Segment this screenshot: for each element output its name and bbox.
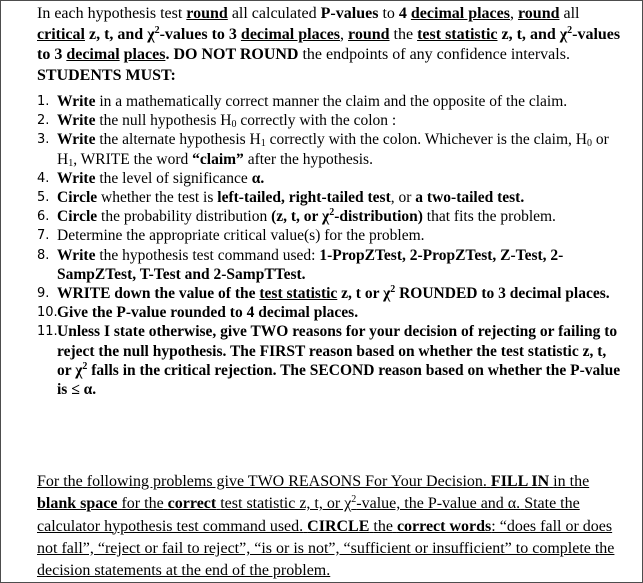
item-verb: Write	[57, 246, 96, 264]
item-verb: Write	[57, 112, 96, 130]
footer-emph: FILL IN	[490, 473, 550, 490]
list-item	[37, 246, 622, 284]
item-text: the probability distribution	[97, 208, 272, 226]
item-verb: Write	[57, 131, 96, 149]
students-must-heading: STUDENTS MUST:	[37, 66, 176, 84]
item-number: 11.	[37, 324, 58, 340]
list-item	[37, 169, 622, 188]
intro-text: ,	[509, 5, 514, 22]
superscript: 2	[329, 207, 335, 219]
item-text: WRITE down the value of the	[57, 285, 260, 303]
footer-text: -value, the P-value and α.	[356, 495, 521, 513]
list-item	[37, 303, 622, 322]
item-text: that fits the problem.	[422, 208, 556, 226]
intro-emph: decimal places	[410, 5, 510, 22]
intro-text: all	[563, 5, 580, 22]
footer-text: for the	[121, 495, 164, 513]
list-item	[37, 322, 622, 399]
footer-emph: correct words	[396, 517, 492, 535]
item-number: 7.	[37, 228, 50, 244]
item-number: 1.	[37, 94, 50, 109]
list-item	[37, 226, 622, 245]
item-number: 3.	[37, 132, 50, 148]
item-verb: Write	[57, 169, 96, 187]
item-emph: -distribution)	[334, 208, 423, 226]
item-emph: test statistic	[259, 285, 338, 303]
item-emph: left-tailed, right-tailed test	[217, 189, 391, 207]
item-text: , WRITE the word	[73, 150, 193, 168]
item-emph: “claim”	[192, 150, 244, 168]
intro-paragraph	[37, 4, 627, 86]
intro-emph: test statistic	[417, 25, 498, 43]
subscript: 0	[586, 138, 592, 150]
item-text: after the hypothesis.	[243, 150, 373, 168]
item-text: correctly with the colon :	[236, 112, 397, 130]
intro-emph: round	[517, 5, 560, 22]
item-emph: 1-PropZTest, 2-PropZTest, Z-Test, 2-SampZTest, T-Test and 2-SampTTest.	[57, 246, 564, 283]
item-text: ROUNDED to 3 decimal places.	[395, 285, 610, 303]
item-text: or H	[57, 131, 609, 168]
intro-text: ,	[340, 25, 345, 43]
item-verb: Circle	[57, 189, 98, 207]
item-verb: Write	[57, 93, 96, 110]
list-item	[37, 111, 622, 130]
item-number: 5.	[37, 190, 50, 206]
superscript: 2	[567, 24, 573, 36]
footer-emph: correct	[167, 495, 217, 513]
item-number: 10.	[37, 305, 58, 321]
intro-emph: round	[348, 25, 390, 43]
footer-emph: CIRCLE	[307, 517, 370, 535]
item-text: falls in the critical rejection. The SECOND reason based on whether the P-value is ≤ α.	[57, 361, 621, 399]
intro-emph: z, t, and χ	[88, 25, 155, 43]
intro-emph: critical	[37, 25, 85, 43]
list-item	[37, 92, 622, 111]
item-text: Determine the appropriate critical value(s) for the problem.	[57, 227, 425, 245]
item-emph: (z, t, or χ	[271, 208, 330, 226]
item-text: Unless I state otherwise, give TWO reasons for your decision of rejecting or failing to reject the null hypothesis. The FIRST reason based on whether the test statistic z, t, or χ	[57, 323, 618, 379]
footer-text: : “does fall or does not fall”, “reject or fail to reject”, “is or is not”, “sufficient or insufficient” to complete the decision statements at the end of the problem.	[37, 517, 615, 580]
footer-text: For the following problems give TWO REASONS For Your Decision.	[37, 473, 487, 490]
intro-emph: . DO NOT ROUND	[165, 46, 299, 63]
item-number: 2.	[37, 113, 50, 129]
intro-emph: decimal	[66, 46, 120, 63]
item-text: whether the test is	[97, 189, 218, 207]
footer-text: State the calculator hypothesis test command used.	[37, 495, 580, 535]
item-text: , or	[390, 189, 416, 207]
intro-text: the	[393, 25, 414, 43]
footer-text: the	[373, 517, 393, 535]
item-text: the alternate hypothesis H	[95, 131, 261, 149]
superscript: 2	[82, 360, 88, 372]
footer-emph: blank space	[37, 495, 118, 513]
subscript: 1	[68, 157, 74, 169]
item-number: 4.	[37, 170, 50, 186]
item-emph: α.	[251, 169, 265, 187]
list-item	[37, 284, 622, 303]
intro-emph: places	[123, 46, 166, 63]
item-text: the null hypothesis H	[95, 112, 232, 130]
item-emph: a two-tailed test.	[415, 189, 525, 207]
intro-text: In each hypothesis test	[37, 5, 183, 22]
intro-emph: -values to	[159, 25, 225, 43]
intro-emph: -values to	[37, 25, 621, 63]
item-number: 8.	[37, 247, 50, 263]
list-item	[37, 130, 622, 168]
item-verb: Circle	[57, 208, 98, 226]
superscript: 2	[154, 24, 160, 36]
item-text: Give the P-value rounded to 4 decimal places.	[57, 304, 359, 322]
intro-emph: decimal places	[240, 25, 341, 43]
item-text: in a mathematically correct manner the claim and the opposite of the claim.	[95, 93, 568, 110]
list-item	[37, 207, 622, 226]
intro-emph: 3	[54, 46, 63, 63]
intro-text: the endpoints of any confidence intervals.	[302, 46, 570, 63]
intro-emph: 4	[398, 5, 407, 22]
item-text: correctly with the colon. Whichever is the claim, H	[265, 131, 587, 149]
subscript: 0	[231, 119, 237, 131]
intro-emph: z, t,	[501, 25, 526, 43]
superscript: 2	[351, 494, 357, 506]
footer-text: test statistic z, t, or χ	[220, 495, 352, 513]
footer-paragraph	[37, 471, 627, 582]
list-item	[37, 188, 622, 207]
item-text: the level of significance	[95, 169, 252, 187]
intro-text: all calculated	[231, 5, 317, 22]
intro-emph: 3	[228, 25, 237, 43]
intro-emph: and χ	[529, 25, 568, 43]
instruction-list	[37, 92, 622, 399]
item-number: 6.	[37, 209, 50, 225]
item-text: z, t or χ	[337, 285, 391, 303]
item-text: the hypothesis test command used:	[95, 246, 320, 264]
intro-emph: P-values	[320, 5, 379, 22]
superscript: 2	[390, 284, 396, 296]
intro-text: to	[382, 5, 395, 22]
footer-text: in the	[553, 473, 590, 490]
subscript: 1	[260, 138, 266, 150]
item-number: 9.	[37, 286, 50, 302]
intro-emph: round	[186, 5, 228, 22]
